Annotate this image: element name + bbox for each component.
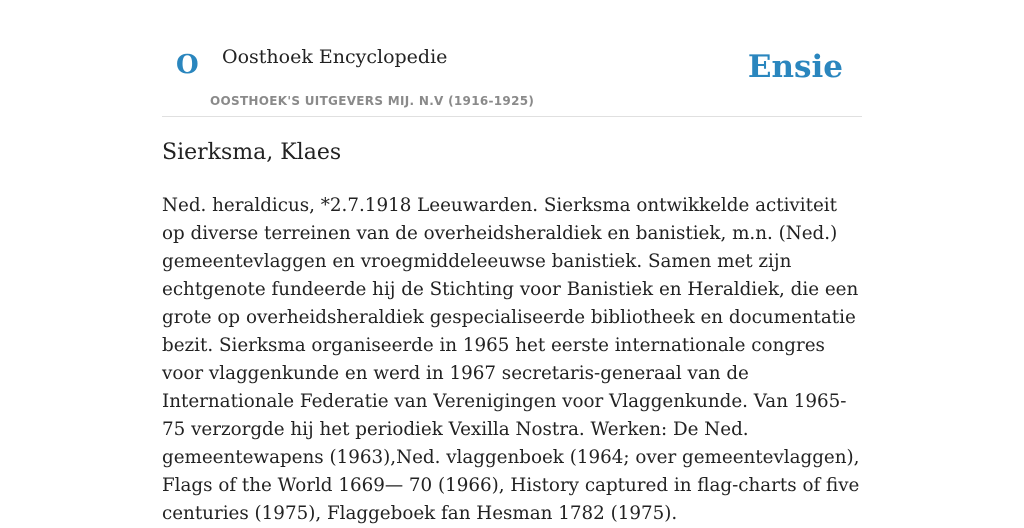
publisher-label: OOSTHOEK'S UITGEVERS MIJ. N.V (1916-1925) bbox=[210, 94, 535, 108]
brand-logo[interactable]: Ensie bbox=[747, 49, 843, 85]
site-header bbox=[162, 0, 862, 117]
site-logo[interactable]: O bbox=[176, 50, 199, 80]
site-title[interactable]: Oosthoek Encyclopedie bbox=[222, 46, 448, 68]
article-title: Sierksma, Klaes bbox=[162, 140, 342, 165]
article-body: Ned. heraldicus, *2.7.1918 Leeuwarden. Sierksma ontwikkelde activiteit op diverse terreinen van de overheidsheraldiek en banistiek, m.n. (Ned.) gemeentevlaggen en vroegmiddeleeuwse banistiek. Samen met zijn echtgenote fundeerde hij de Stichting voor Banistiek en Heraldiek, die een grote op overheidsheraldiek gespecialiseerde bibliotheek en documentatie bezit. Sierksma organiseerde in 1965 het eerste internationale congres voor vlaggenkunde en werd in 1967 secretaris-generaal van de Internationale Federatie van Verenigingen voor Vlaggenkunde. Van 1965-75 verzorgde hij het periodiek Vexilla Nostra. Werken: De Ned. gemeentewapens (1963),Ned. vlaggenboek (1964; over gemeentevlaggen), Flags of the World 1669— 70 (1966), History captured in flag-charts of five centuries (1975), Flaggeboek fan Hesman 1782 (1975). bbox=[162, 195, 860, 524]
